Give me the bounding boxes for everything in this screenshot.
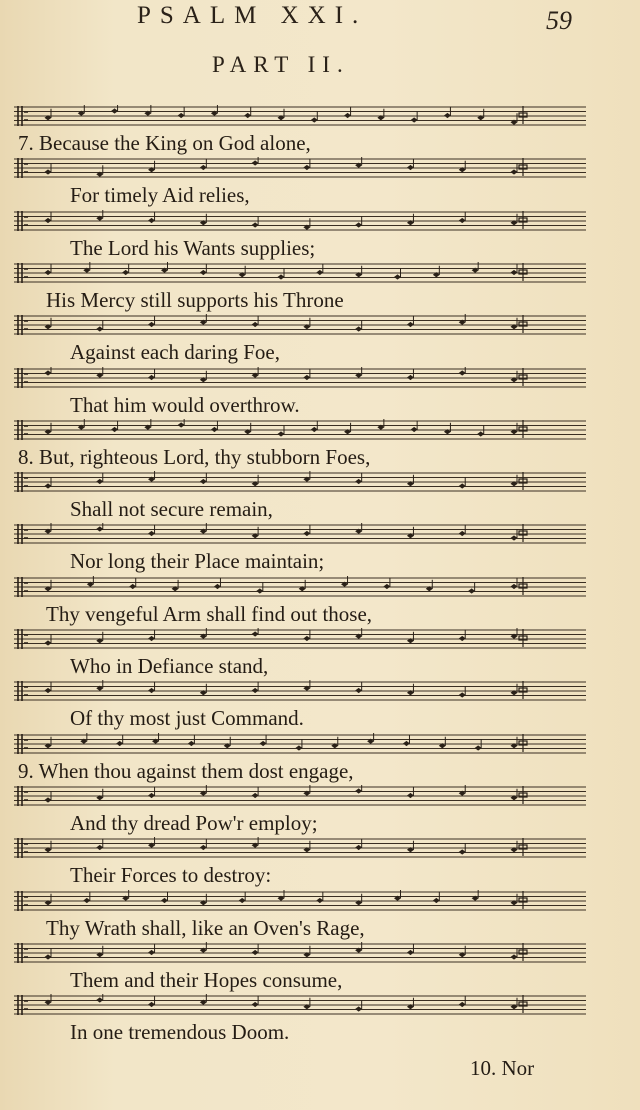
music-staff: [14, 679, 586, 703]
note-head: [214, 584, 221, 589]
lyric-line: Nor long their Place maintain;: [70, 549, 325, 574]
music-staff: [14, 261, 586, 285]
note-head: [200, 845, 207, 850]
note-head: [260, 740, 267, 745]
note-head: [344, 113, 351, 118]
note-head: [311, 117, 318, 122]
note-head: [407, 165, 414, 170]
note-head: [111, 108, 118, 113]
note-head: [178, 422, 185, 427]
note-head: [355, 688, 362, 693]
note-head: [252, 950, 259, 955]
note-head: [303, 165, 310, 170]
note-head: [355, 479, 362, 484]
note-head: [355, 327, 362, 332]
note-head: [244, 113, 251, 118]
note-head: [252, 161, 259, 166]
note-head: [303, 531, 310, 536]
note-head: [252, 688, 259, 693]
lyric-line: Shall not secure remain,: [70, 497, 273, 522]
note-head: [45, 483, 52, 488]
lyric-line: The Lord his Wants supplies;: [70, 235, 316, 260]
music-staff: [14, 732, 586, 756]
music-staff: [14, 941, 586, 965]
note-head: [148, 374, 155, 379]
note-head: [96, 997, 103, 1002]
note-head: [511, 170, 518, 175]
final-note: [519, 315, 527, 333]
lyric-line: Who in Defiance stand,: [70, 654, 269, 678]
note-head: [511, 270, 518, 275]
note-head: [355, 788, 362, 793]
note-head: [161, 897, 168, 902]
note-head: [252, 222, 259, 227]
lyric-line: Thy Wrath shall, like an Oven's Rage,: [46, 915, 365, 940]
note-head: [355, 222, 362, 227]
note-head: [511, 584, 518, 589]
lyric-line: 8. But, righteous Lord, thy stubborn Foes,: [18, 444, 371, 469]
lyric-line: Of thy most just Command.: [70, 706, 304, 731]
note-head: [252, 793, 259, 798]
final-note: [519, 524, 527, 542]
music-staff: [14, 836, 586, 860]
note-head: [316, 270, 323, 275]
lyric-line: And thy dread Pow'r employ;: [70, 810, 318, 835]
lyric-line: Them and their Hopes consume,: [70, 967, 343, 992]
final-note: [519, 420, 527, 438]
note-head: [278, 431, 285, 436]
music-staff: [14, 366, 586, 390]
note-head: [355, 1006, 362, 1011]
music-staff: [14, 575, 586, 599]
note-head: [45, 640, 52, 645]
music-staff: [14, 889, 586, 913]
note-head: [459, 370, 466, 375]
note-head: [116, 740, 123, 745]
final-note: [519, 786, 527, 804]
note-head: [188, 740, 195, 745]
note-head: [45, 797, 52, 802]
lyric-line: Thy vengeful Arm shall find out those,: [46, 601, 373, 626]
final-note: [519, 995, 527, 1013]
note-head: [45, 954, 52, 959]
note-head: [252, 322, 259, 327]
music-staff: [14, 418, 586, 442]
note-head: [295, 745, 302, 750]
note-head: [200, 479, 207, 484]
music-staff: [14, 209, 586, 233]
final-note: [519, 158, 527, 176]
music-staff: [14, 784, 586, 808]
note-head: [148, 531, 155, 536]
note-head: [433, 897, 440, 902]
note-head: [252, 631, 259, 636]
note-head: [468, 588, 475, 593]
note-head: [459, 531, 466, 536]
note-head: [459, 1002, 466, 1007]
note-head: [200, 165, 207, 170]
lyric-line: Against each daring Foe,: [70, 340, 280, 365]
music-staff: [14, 156, 586, 180]
music-staff: [14, 313, 586, 337]
note-head: [459, 850, 466, 855]
lyric-line: In one tremendous Doom.: [70, 1020, 290, 1045]
music-staff: [14, 627, 586, 651]
final-note: [519, 943, 527, 961]
note-head: [316, 897, 323, 902]
note-head: [148, 636, 155, 641]
lyric-line: 7. Because the King on God alone,: [18, 131, 311, 155]
note-head: [148, 322, 155, 327]
note-head: [239, 897, 246, 902]
note-head: [407, 322, 414, 327]
note-head: [45, 688, 52, 693]
final-note: [519, 629, 527, 647]
note-head: [178, 113, 185, 118]
final-note: [519, 577, 527, 595]
lyric-line: 9. When thou against them dost engage,: [18, 758, 354, 783]
note-head: [407, 374, 414, 379]
final-note: [519, 211, 527, 229]
music-staff: [14, 104, 586, 128]
note-head: [96, 845, 103, 850]
note-head: [459, 636, 466, 641]
note-head: [148, 1002, 155, 1007]
note-head: [511, 954, 518, 959]
note-head: [211, 427, 218, 432]
note-head: [148, 793, 155, 798]
final-note: [519, 838, 527, 856]
note-head: [475, 745, 482, 750]
note-head: [383, 584, 390, 589]
note-head: [45, 217, 52, 222]
note-head: [459, 693, 466, 698]
note-head: [303, 636, 310, 641]
note-head: [459, 217, 466, 222]
note-head: [444, 113, 451, 118]
catchword: 10. Nor: [470, 1056, 535, 1080]
note-head: [407, 950, 414, 955]
note-head: [45, 370, 52, 375]
note-head: [403, 740, 410, 745]
note-head: [303, 374, 310, 379]
note-head: [83, 897, 90, 902]
lyric-line: His Mercy still supports his Throne: [46, 287, 344, 312]
note-head: [148, 950, 155, 955]
note-head: [411, 427, 418, 432]
lyric-line: That him would overthrow.: [70, 392, 300, 417]
note-head: [411, 117, 418, 122]
note-head: [200, 270, 207, 275]
final-note: [519, 681, 527, 699]
final-note: [519, 472, 527, 490]
part-title: PART II.: [212, 52, 350, 77]
note-head: [459, 483, 466, 488]
running-title: PSALM XXI.: [137, 2, 368, 29]
music-staff: [14, 522, 586, 546]
note-head: [129, 584, 136, 589]
note-head: [407, 793, 414, 798]
final-note: [519, 891, 527, 909]
final-note: [519, 734, 527, 752]
page-header: [0, 2, 640, 36]
note-head: [45, 270, 52, 275]
note-head: [96, 479, 103, 484]
note-head: [45, 170, 52, 175]
note-head: [96, 327, 103, 332]
note-head: [256, 588, 263, 593]
note-head: [122, 270, 129, 275]
page-number: 59: [546, 6, 572, 35]
note-head: [477, 431, 484, 436]
music-staff: [14, 470, 586, 494]
final-note: [519, 263, 527, 281]
lyric-line: Their Forces to destroy:: [70, 863, 272, 888]
note-head: [355, 845, 362, 850]
note-head: [394, 274, 401, 279]
note-head: [111, 427, 118, 432]
final-note: [519, 368, 527, 386]
lyric-line: For timely Aid relies,: [70, 183, 250, 208]
note-head: [252, 1002, 259, 1007]
music-staff: [14, 993, 586, 1017]
note-head: [148, 688, 155, 693]
note-head: [511, 536, 518, 541]
final-note: [519, 106, 527, 124]
note-head: [278, 274, 285, 279]
note-head: [96, 527, 103, 532]
note-head: [148, 217, 155, 222]
note-head: [311, 427, 318, 432]
